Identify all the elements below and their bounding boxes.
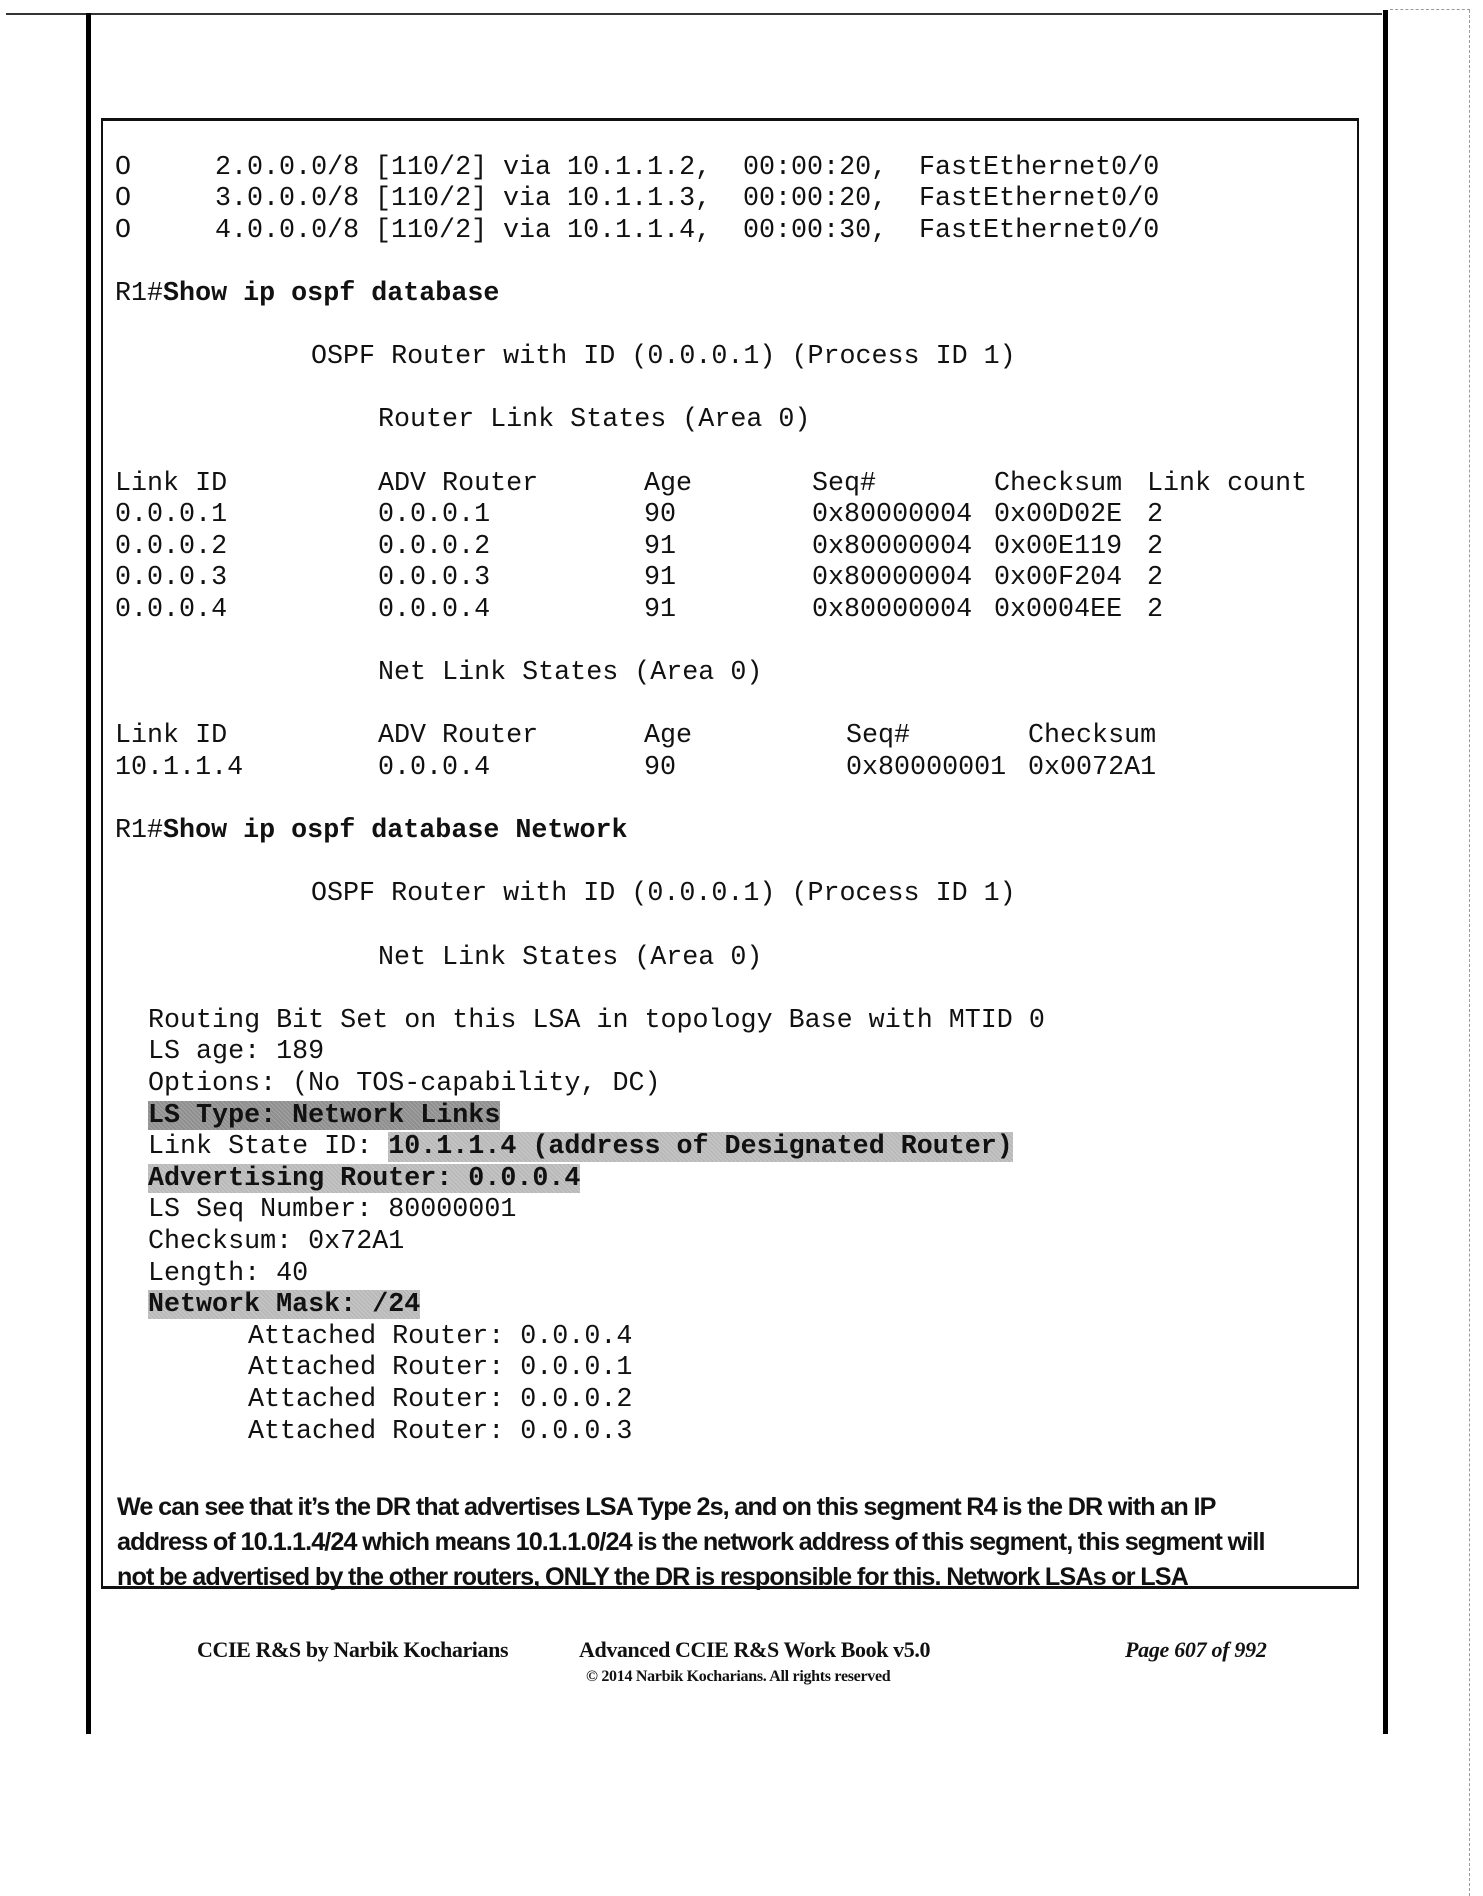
scan-edge-top: [1390, 9, 1470, 11]
cell-checksum: 0x00D02E: [994, 500, 1123, 531]
cell-link-count: 2: [1147, 594, 1164, 625]
lsa-routing-bit: Routing Bit Set on this LSA in topology Base with MTID 0: [148, 1005, 1045, 1036]
cell-age: 91: [644, 594, 677, 625]
route-age: 00:00:20,: [743, 184, 888, 215]
lsa-attached-router: Attached Router: 0.0.0.3: [248, 1416, 633, 1447]
lsa-link-state-id-label: Link State ID:: [148, 1132, 389, 1163]
route-code: O: [115, 184, 132, 215]
cell-link-id: 10.1.1.4: [115, 752, 244, 783]
lsa-attached-router: Attached Router: 0.0.0.2: [248, 1384, 633, 1415]
col-header-seq: Seq#: [812, 468, 877, 499]
router-link-states-title: Router Link States (Area 0): [378, 405, 811, 436]
cell-seq: 0x80000004: [812, 594, 973, 625]
route-interface: FastEthernet0/0: [919, 152, 1160, 183]
cell-seq: 0x80000004: [812, 563, 973, 594]
prompt: R1#: [115, 278, 164, 309]
cell-adv-router: 0.0.0.4: [378, 752, 491, 783]
lsa-length: Length: 40: [148, 1258, 309, 1289]
col-header-link-id: Link ID: [115, 721, 228, 752]
explanation-paragraph: [117, 1490, 1357, 1595]
route-interface: FastEthernet0/0: [919, 184, 1160, 215]
cell-link-id: 0.0.0.3: [115, 563, 228, 594]
lsa-link-state-id: [148, 1132, 1013, 1164]
lsa-checksum: Checksum: 0x72A1: [148, 1226, 405, 1257]
route-prefix: 4.0.0.0/8: [215, 215, 360, 246]
command-text: Show ip ospf database Network: [163, 816, 628, 847]
route-metric: [110/2]: [375, 215, 488, 246]
cell-link-id: 0.0.0.2: [115, 531, 228, 562]
router-id-line: OSPF Router with ID (0.0.0.1) (Process ID 1): [311, 879, 1016, 910]
lsa-network-mask: Network Mask: /24: [148, 1290, 421, 1321]
page-frame-left: [86, 13, 91, 1734]
route-age: 00:00:30,: [743, 215, 888, 246]
lsa-link-state-id-value: 10.1.1.4 (address of Designated Router): [388, 1132, 1013, 1163]
prompt: R1#: [115, 816, 164, 847]
route-age: 00:00:20,: [743, 152, 888, 183]
col-header-adv-router: ADV Router: [378, 468, 539, 499]
col-header-checksum: Checksum: [994, 468, 1123, 499]
footer-book-title: Advanced CCIE R&S Work Book v5.0: [579, 1637, 931, 1662]
route-prefix: 3.0.0.0/8: [215, 184, 360, 215]
route-via: via 10.1.1.4,: [503, 215, 712, 246]
route-via: via 10.1.1.3,: [503, 184, 712, 215]
cell-link-count: 2: [1147, 531, 1164, 562]
cell-age: 90: [644, 500, 677, 531]
col-header-adv-router: ADV Router: [378, 721, 539, 752]
footer-page-number: Page 607 of 992: [1125, 1637, 1267, 1662]
col-header-age: Age: [644, 468, 693, 499]
cell-adv-router: 0.0.0.1: [378, 500, 491, 531]
cell-checksum: 0x00F204: [994, 563, 1123, 594]
lsa-options: Options: (No TOS-capability, DC): [148, 1068, 661, 1099]
router-id-line: OSPF Router with ID (0.0.0.1) (Process ID 1): [311, 342, 1016, 373]
cell-checksum: 0x0072A1: [1028, 752, 1157, 783]
cell-adv-router: 0.0.0.3: [378, 563, 491, 594]
net-link-states-title: Net Link States (Area 0): [378, 942, 763, 973]
lsa-ls-age: LS age: 189: [148, 1037, 325, 1068]
paragraph-line: not be advertised by the other routers, ONLY the DR is responsible for this. Network LSAs or LSA: [117, 1563, 1188, 1591]
cell-link-count: 2: [1147, 500, 1164, 531]
page-frame-top: [6, 13, 1382, 15]
route-prefix: 2.0.0.0/8: [215, 152, 360, 183]
cell-age: 91: [644, 563, 677, 594]
route-interface: FastEthernet0/0: [919, 215, 1160, 246]
lsa-attached-router: Attached Router: 0.0.0.1: [248, 1353, 633, 1384]
cell-checksum: 0x00E119: [994, 531, 1123, 562]
lsa-ls-type: LS Type: Network Links: [148, 1100, 501, 1131]
cell-seq: 0x80000001: [846, 752, 1007, 783]
col-header-link-count: Link count: [1147, 468, 1308, 499]
cell-seq: 0x80000004: [812, 531, 973, 562]
lsa-ls-seq: LS Seq Number: 80000001: [148, 1195, 517, 1226]
route-code: O: [115, 215, 132, 246]
command-line: [115, 279, 499, 311]
col-header-age: Age: [644, 721, 693, 752]
footer-author: CCIE R&S by Narbik Kocharians: [197, 1637, 509, 1662]
paragraph-line: We can see that it’s the DR that advertises LSA Type 2s, and on this segment R4 is the DR with an IP: [117, 1493, 1216, 1521]
lsa-advertising-router: Advertising Router: 0.0.0.4: [148, 1163, 581, 1194]
cell-adv-router: 0.0.0.2: [378, 531, 491, 562]
col-header-checksum: Checksum: [1028, 721, 1157, 752]
command-text: Show ip ospf database: [163, 278, 500, 309]
page-frame-right: [1383, 10, 1388, 1734]
paragraph-line: address of 10.1.1.4/24 which means 10.1.1.0/24 is the network address of this segment, this segment will: [117, 1528, 1265, 1556]
footer-copyright: © 2014 Narbik Kocharians. All rights reserved: [586, 1668, 891, 1685]
route-metric: [110/2]: [375, 184, 488, 215]
cell-link-id: 0.0.0.1: [115, 500, 228, 531]
cell-seq: 0x80000004: [812, 500, 973, 531]
route-metric: [110/2]: [375, 152, 488, 183]
route-code: O: [115, 152, 132, 183]
scan-edge-right: [1469, 10, 1471, 1896]
cell-link-id: 0.0.0.4: [115, 594, 228, 625]
col-header-link-id: Link ID: [115, 468, 228, 499]
cell-age: 90: [644, 752, 677, 783]
cell-adv-router: 0.0.0.4: [378, 594, 491, 625]
command-line: [115, 816, 628, 848]
cell-link-count: 2: [1147, 563, 1164, 594]
net-link-states-title: Net Link States (Area 0): [378, 658, 763, 689]
cell-checksum: 0x0004EE: [994, 594, 1123, 625]
lsa-attached-router: Attached Router: 0.0.0.4: [248, 1321, 633, 1352]
route-via: via 10.1.1.2,: [503, 152, 712, 183]
col-header-seq: Seq#: [846, 721, 911, 752]
cell-age: 91: [644, 531, 677, 562]
